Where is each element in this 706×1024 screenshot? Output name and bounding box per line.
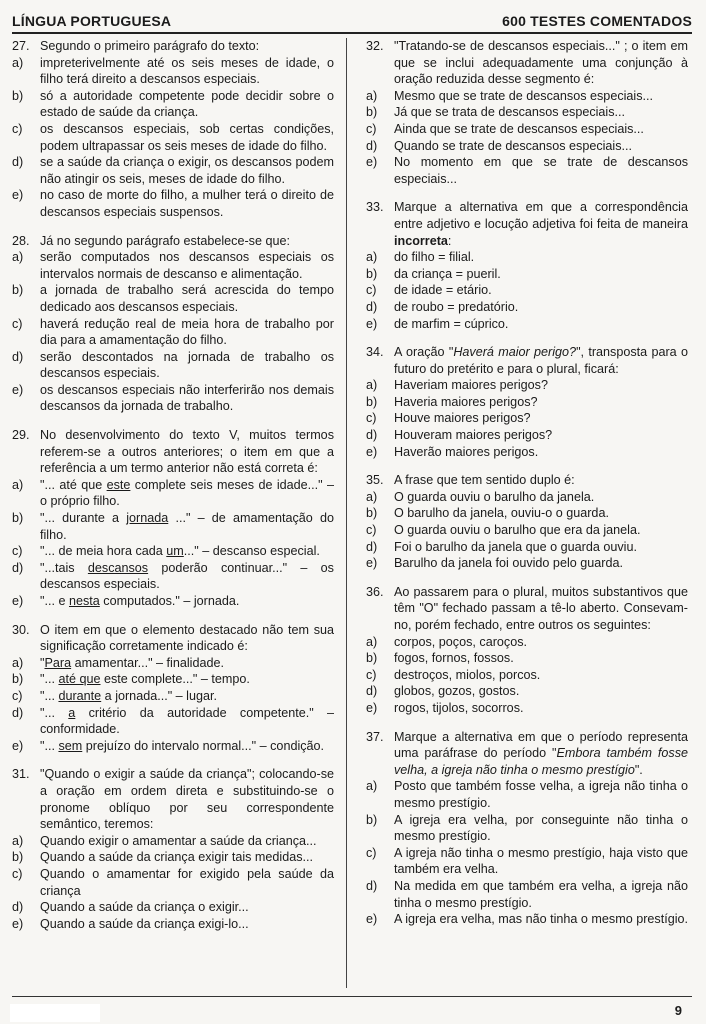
option-letter: e) [366,556,378,571]
answer-option [12,593,334,610]
option-letter: d) [12,349,24,364]
question-35 [366,472,688,572]
option-text: os descansos especiais, sob certas condições, podem ultrapassar os seis meses de idade do filho. [40,121,334,153]
option-letter: c) [366,845,377,860]
question-stem [366,472,688,489]
option-letter: c) [366,283,377,298]
underlined-term: este [106,477,131,492]
question-number: 33. [366,200,384,215]
option-letter: e) [12,738,24,753]
answer-option [366,555,688,572]
answer-option [366,667,688,684]
answer-option [366,489,688,506]
option-text: O barulho da janela, ouviu-o o guarda. [394,506,609,521]
question-37 [366,729,688,928]
question-number: 28. [12,233,30,248]
option-text: "...tais descansos poderão continuar..." – os descansos especiais. [40,560,334,592]
option-letter: a) [12,250,24,265]
answer-option [366,282,688,299]
question-number: 35. [366,473,384,488]
question-text: Segundo o primeiro parágrafo do texto: [40,39,260,53]
option-text: Já que se trata de descansos especiais... [394,105,626,120]
answer-option [366,410,688,427]
question-stem [366,199,688,249]
option-text: "... até que este complete..." – tempo. [40,672,250,687]
answer-option [12,121,334,154]
option-text: Haveriam maiores perigos? [394,378,548,393]
question-text: A frase que tem sentido duplo é: [394,473,575,488]
option-letter: e) [366,912,378,927]
answer-option [366,138,688,155]
answer-option [12,55,334,88]
question-text: Já no segundo parágrafo estabelece-se que: [40,233,290,248]
underlined-term: sem [58,738,83,753]
answer-option [12,154,334,187]
page-number: 9 [674,1003,682,1018]
answer-option [12,833,334,850]
option-letter: c) [366,121,377,136]
option-text: Na medida em que também era velha, a igreja não tinha o mesmo prestígio. [394,878,688,910]
question-32 [366,38,688,187]
answer-option [366,522,688,539]
answer-option [366,911,688,928]
option-letter: e) [12,916,24,931]
question-stem [366,584,688,634]
option-letter: a) [366,88,378,103]
option-letter: b) [366,651,378,666]
answer-option [12,510,334,543]
option-text: Houveram maiores perigos? [394,428,553,443]
option-text: "Para amamentar..." – finalidade. [40,655,224,670]
option-text: A igreja era velha, mas não tinha o mesmo prestígio. [394,912,689,927]
answer-option [12,738,334,755]
answer-option [12,543,334,560]
answer-option [12,655,334,672]
answer-option [366,634,688,651]
question-text: "Quando o exigir a saúde da criança"; colocando-se a oração em ordem direta e substituindo-se o pronome oblíquo por seu correspondente semântico, teremos: [40,767,334,832]
question-number: 36. [366,584,384,599]
option-text: fogos, fornos, fossos. [394,651,514,666]
option-letter: c) [12,688,23,703]
option-text: "... durante a jornada..." – lugar. [40,688,217,703]
answer-option [12,349,334,382]
book-title: 600 TESTES COMENTADOS [502,13,692,29]
option-letter: e) [366,316,378,331]
answer-option [12,705,334,738]
question-text: O item em que o elemento destacado não tem sua significação corretamente indicado é: [40,622,334,654]
question-stem [366,344,688,377]
option-letter: a) [366,378,378,393]
option-text: destroços, miolos, porcos. [394,667,541,682]
option-text: Posto que também fosse velha, a igreja não tinha o mesmo prestígio. [394,779,688,810]
answer-option [12,671,334,688]
answer-option [366,444,688,461]
option-letter: c) [366,411,377,426]
option-letter: d) [366,878,378,893]
question-stem [12,427,334,477]
question-stem [12,38,334,55]
option-letter: b) [366,105,378,120]
question-stem [12,622,334,655]
option-letter: b) [12,88,24,103]
question-stem [12,766,334,832]
option-letter: d) [12,705,24,720]
question-number: 27. [12,39,30,53]
option-text: Quando se trate de descansos especiais... [394,138,633,153]
question-text: Marque a alternativa em que a correspondência entre adjetivo e locução adjetiva foi feita de maneira incorreta: [394,200,688,248]
option-letter: b) [366,266,378,281]
option-letter: d) [366,299,378,314]
option-letter: e) [366,444,378,459]
option-letter: b) [12,850,24,865]
answer-option [366,88,688,105]
option-text: Foi o barulho da janela que o guarda ouviu. [394,539,637,554]
option-letter: d) [366,539,378,554]
answer-option [12,866,334,899]
answer-option [366,427,688,444]
option-text: A igreja era velha, por conseguinte não tinha o mesmo prestígio. [394,812,688,844]
underlined-term: nesta [68,594,100,608]
option-text: Barulho da janela foi ouvido pelo guarda. [394,556,623,571]
answer-option [366,700,688,717]
option-letter: d) [12,560,24,575]
option-letter: b) [366,506,378,521]
answer-option [12,560,334,593]
option-letter: b) [12,283,24,298]
option-text: "... e nesta computados." – jornada. [40,594,240,608]
answer-option [12,88,334,121]
blank-label [10,1004,100,1022]
page-header [12,6,692,34]
question-30 [12,622,334,755]
option-text: rogos, tijolos, socorros. [394,700,524,715]
option-text: "... de meia hora cada um..." – descanso especial. [40,544,320,559]
option-text: No momento em que se trate de descansos especiais... [394,155,688,186]
option-letter: d) [366,428,378,443]
answer-option [366,778,688,811]
option-text: serão computados nos descansos especiais os intervalos normais de descanso e alimentação. [40,250,334,281]
footer-rule [12,996,692,997]
option-letter: d) [12,155,24,170]
question-34 [366,344,688,460]
option-text: Haverão maiores perigos. [394,444,539,459]
option-text: O guarda ouviu o barulho que era da janela. [394,523,641,538]
option-letter: b) [366,812,378,827]
answer-option [12,316,334,349]
option-text: da criança = pueril. [394,266,501,281]
option-letter: d) [366,684,378,699]
option-letter: c) [366,667,377,682]
answer-option [366,377,688,394]
option-text: Mesmo que se trate de descansos especiais... [394,88,654,103]
answer-option [366,878,688,911]
answer-option [366,683,688,700]
right-column [366,38,688,940]
answer-option [12,899,334,916]
answer-option [12,282,334,315]
emphasis-italic: Haverá maior perigo? [453,345,577,360]
answer-option [366,121,688,138]
underlined-term: descansos [87,560,149,575]
option-letter: b) [366,394,378,409]
option-text: de roubo = predatório. [394,299,519,314]
answer-option [12,849,334,866]
underlined-term: jornada [126,511,169,526]
answer-option [12,477,334,510]
option-text: "... sem prejuízo do intervalo normal..." – condição. [40,738,325,753]
option-letter: a) [12,655,24,670]
answer-option [366,104,688,121]
answer-option [366,154,688,187]
question-31 [12,766,334,932]
question-text: "Tratando-se de descansos especiais..." ; o item em que se inclui adequadamente uma conjunção à oração reduzida desse segmento é: [394,39,688,87]
subject-title: LÍNGUA PORTUGUESA [12,13,172,29]
option-text: A igreja não tinha o mesmo prestígio, haja visto que também era velha. [394,845,688,877]
question-36 [366,584,688,717]
option-letter: c) [12,866,23,881]
underlined-term: Para [44,655,72,670]
option-text: globos, gozos, gostos. [394,684,520,699]
option-text: Quando a saúde da criança o exigir... [40,900,249,915]
option-letter: d) [12,900,24,915]
question-33 [366,199,688,332]
answer-option [366,316,688,333]
option-text: "... durante a jornada ..." – de amamentação do filho. [40,511,334,542]
option-letter: a) [366,779,378,794]
option-letter: c) [366,523,377,538]
question-number: 37. [366,729,384,744]
question-number: 31. [12,767,30,782]
option-text: de marfim = cúprico. [394,316,509,331]
option-text: do filho = filial. [394,250,475,265]
option-text: se a saúde da criança o exigir, os descansos podem não atingir os seis, meses de idade do filho. [40,155,334,186]
option-text: haverá redução real de meia hora de trabalho por dia para a amamentação do filho. [40,316,334,348]
answer-option [366,266,688,283]
option-letter: a) [12,477,24,492]
option-text: Houve maiores perigos? [394,411,531,426]
option-text: Quando a saúde da criança exigi-lo... [40,916,249,931]
answer-option [12,187,334,220]
answer-option [12,916,334,933]
answer-option [366,505,688,522]
question-text: Marque a alternativa em que o período representa uma paráfrase do período "Embora também fosse velha, a igreja não tinha o mesmo prestígio". [394,729,688,777]
option-letter: b) [12,511,24,526]
emphasis-bold: incorreta [394,233,448,248]
question-29 [12,427,334,610]
option-letter: a) [366,489,378,504]
option-letter: e) [366,155,378,170]
answer-option [12,249,334,282]
answer-option [366,249,688,266]
answer-option [366,299,688,316]
answer-option [366,539,688,556]
option-text: "... até que este complete seis meses de idade..." – o próprio filho. [40,477,334,509]
option-letter: e) [366,700,378,715]
option-text: Quando exigir o amamentar a saúde da criança... [40,833,317,848]
option-letter: d) [366,138,378,153]
question-text: A oração "Haverá maior perigo?", transposta para o futuro do pretérito e para o plural, ficará: [394,345,688,376]
option-letter: e) [12,188,24,203]
option-letter: a) [366,250,378,265]
question-stem [12,233,334,250]
option-letter: c) [12,316,23,331]
option-text: Haveria maiores perigos? [394,394,538,409]
option-text: só a autoridade competente pode decidir sobre o estado de saúde da criança. [40,88,334,120]
option-letter: a) [12,833,24,848]
question-number: 30. [12,622,30,637]
question-text: No desenvolvimento do texto V, muitos termos referem-se a outros anteriores; o item em que a referência a um termo anterior não está correta é: [40,428,334,476]
answer-option [12,382,334,415]
option-text: Ainda que se trate de descansos especiais... [394,121,644,136]
answer-option [366,394,688,411]
option-text: serão descontados na jornada de trabalho os descansos especiais. [40,349,334,381]
question-number: 32. [366,39,384,53]
option-letter: e) [12,594,24,608]
underlined-term: até que [58,672,101,687]
option-text: impreterivelmente até os seis meses de idade, o filho terá direito a descansos especiais. [40,55,334,87]
answer-option [366,845,688,878]
left-column [12,38,334,944]
option-letter: c) [12,121,23,136]
option-letter: b) [12,672,24,687]
question-stem [366,729,688,779]
question-text: Ao passarem para o plural, muitos substantivos que têm "O" fechado passam a tê-lo aberto. Consevam-no, porém fechado, entre outros os seguintes: [394,584,688,632]
option-text: Quando o amamentar for exigido pela saúde da criança [40,866,334,898]
question-27 [12,38,334,221]
column-divider [346,38,347,988]
option-text: Quando a saúde da criança exigir tais medidas... [40,850,314,865]
answer-option [366,812,688,845]
question-stem [366,38,688,88]
question-number: 34. [366,345,384,360]
option-text: no caso de morte do filho, a mulher terá o direito de descansos especiais suspensos. [40,188,334,219]
option-letter: a) [12,55,24,70]
option-text: "... a critério da autoridade competente." – conformidade. [40,705,335,737]
option-text: corpos, poços, caroços. [394,634,527,649]
option-text: de idade = etário. [394,283,492,298]
option-text: O guarda ouviu o barulho da janela. [394,489,595,504]
question-28 [12,233,334,416]
underlined-term: durante [58,688,102,703]
option-letter: a) [366,634,378,649]
emphasis-italic: Embora também fosse velha, a igreja não tinha o mesmo prestígio [394,746,688,777]
option-letter: e) [12,382,24,397]
answer-option [366,650,688,667]
underlined-term: um [166,544,184,559]
question-number: 29. [12,428,30,443]
underlined-term: a [68,705,76,720]
option-text: a jornada de trabalho será acrescida do tempo dedicado aos descansos especiais. [40,283,334,314]
option-letter: c) [12,544,23,559]
answer-option [12,688,334,705]
option-text: os descansos especiais não interferirão nos demais descansos da jornada de trabalho. [40,382,334,414]
